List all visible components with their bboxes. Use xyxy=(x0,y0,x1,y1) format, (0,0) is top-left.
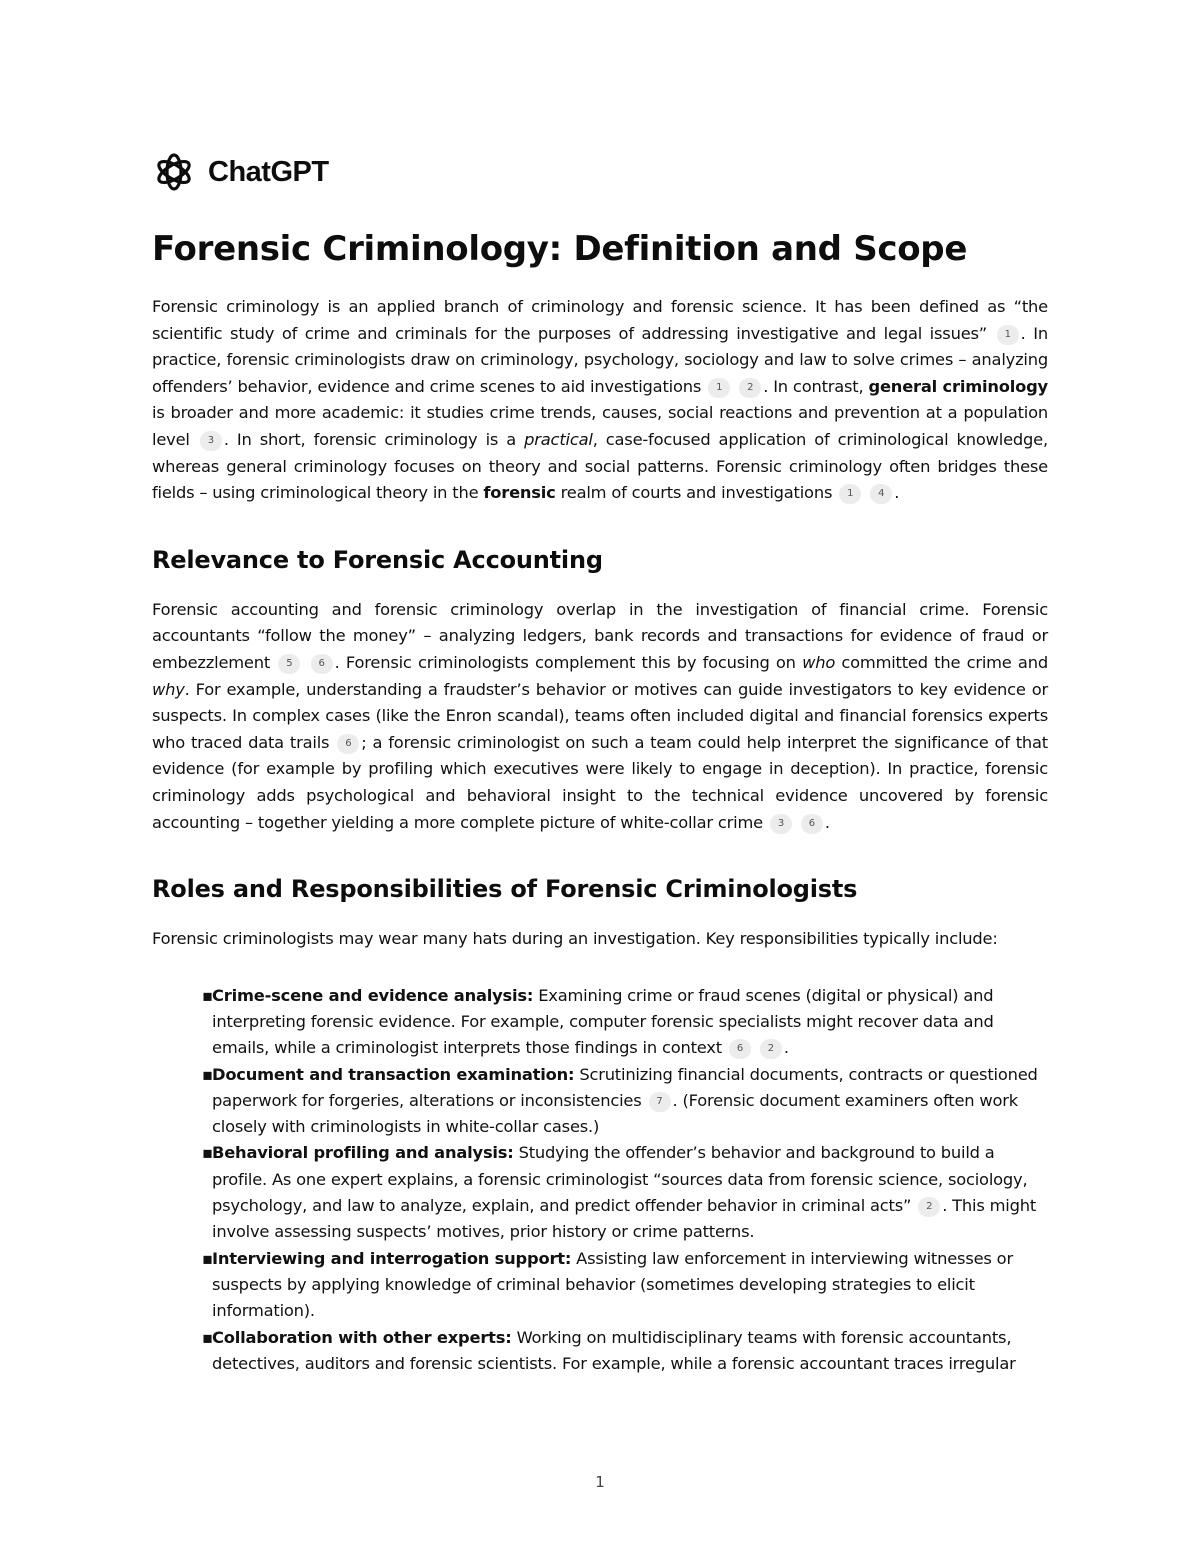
text-run: . For example, understanding a fraudster’s behavior or motives can guide investigators to key evidence or suspects. In complex cases (like the Enron scandal), teams often included digital and financial forensics experts who traced data trails xyxy=(152,679,1048,752)
citation-badge[interactable]: 5 xyxy=(278,654,300,674)
text-run: . xyxy=(783,1038,789,1058)
citation-badge[interactable]: 3 xyxy=(200,431,222,451)
italic-term: why xyxy=(152,679,185,699)
citation-badge[interactable]: 6 xyxy=(337,734,359,754)
text-run: . Forensic criminologists complement this by focusing on xyxy=(334,652,796,672)
citation-badge[interactable]: 6 xyxy=(729,1039,751,1059)
citation-badge[interactable]: 2 xyxy=(760,1039,782,1059)
text-run: ; a forensic criminologist on such a team could help interpret the significance of that evidence (for example by profiling which executives were likely to engage in deception). In practice, forensic criminology adds psychological and behavioral insight to the technical evidence uncovered by forensic accounting – together yielding a more complete picture of white-collar crime xyxy=(152,732,1048,832)
list-item-label: Interviewing and interrogation support: xyxy=(212,1248,572,1268)
text-run: Studying the offender’s behavior and background to build a profile. As one expert explains, a forensic criminologist “sources data from forensic science, sociology, psychology, and law to analyze, explain, and predict offender behavior in criminal acts” xyxy=(212,1143,1028,1216)
list-item-label: Document and transaction examination: xyxy=(212,1064,575,1084)
list-item xyxy=(202,1246,1048,1325)
bullet-icon: ▪ xyxy=(202,985,213,1005)
citation-badge[interactable]: 6 xyxy=(311,654,333,674)
bold-term: forensic xyxy=(483,483,556,503)
text-run: . This might involve assessing suspects’ motives, prior history or crime patterns. xyxy=(212,1196,1037,1242)
citation-badge[interactable]: 1 xyxy=(839,484,861,504)
text-run: Working on multidisciplinary teams with forensic accountants, detectives, auditors and forensic scientists. For example, while a forensic accountant traces irregular xyxy=(212,1327,1016,1373)
citation-badge[interactable]: 2 xyxy=(739,378,761,398)
italic-term: who xyxy=(802,652,836,672)
text-run: Forensic criminology is an applied branch of criminology and forensic science. It has been defined as “the scientific study of crime and criminals for the purposes of addressing investigative and legal issues” xyxy=(152,297,1048,343)
list-item-label: Crime-scene and evidence analysis: xyxy=(212,985,534,1005)
roles-intro: Forensic criminologists may wear many hats during an investigation. Key responsibilities typically include: xyxy=(152,929,998,949)
openai-logo-icon xyxy=(152,150,196,194)
text-run: Forensic accounting and forensic criminology overlap in the investigation of financial crime. Forensic accountants “follow the money” – analyzing ledgers, bank records and transactions for evidence of fraud or embezzlement xyxy=(152,599,1048,672)
bold-term: general criminology xyxy=(868,376,1048,396)
list-item-label: Collaboration with other experts: xyxy=(212,1327,512,1347)
list-item xyxy=(202,983,1048,1062)
brand-name: ChatGPT xyxy=(208,155,329,188)
text-run: Examining crime or fraud scenes (digital or physical) and interpreting forensic evidence. For example, computer forensic specialists might recover data and emails, while a criminologist interprets those findings in context xyxy=(212,985,994,1058)
text-run: Scrutinizing financial documents, contracts or questioned paperwork for forgeries, alterations or inconsistencies xyxy=(212,1064,1038,1110)
section-heading-relevance: Relevance to Forensic Accounting xyxy=(152,545,603,574)
text-run: Assisting law enforcement in interviewing witnesses or suspects by applying knowledge of criminal behavior (sometimes developing strategies to elicit information). xyxy=(212,1248,1013,1321)
citation-badge[interactable]: 7 xyxy=(649,1092,671,1112)
text-run: committed the crime and xyxy=(841,652,1048,672)
citation-badge[interactable]: 6 xyxy=(801,814,823,834)
text-run: . xyxy=(894,483,900,503)
brand-header xyxy=(152,150,329,194)
definition-paragraph xyxy=(152,294,1048,507)
page-title: Forensic Criminology: Definition and Scope xyxy=(152,229,968,269)
citation-badge[interactable]: 1 xyxy=(997,325,1019,345)
text-run: . (Forensic document examiners often work closely with criminologists in white-collar cases.) xyxy=(212,1090,1019,1137)
relevance-paragraph xyxy=(152,597,1048,836)
text-run: realm of courts and investigations xyxy=(560,483,833,503)
citation-badge[interactable]: 1 xyxy=(708,378,730,398)
bullet-icon: ▪ xyxy=(202,1248,213,1268)
bullet-icon: ▪ xyxy=(202,1143,213,1163)
text-run: . In practice, forensic criminologists draw on criminology, psychology, sociology and law to solve crimes – analyzing offenders’ behavior, evidence and crime scenes to aid investigations xyxy=(152,323,1048,396)
citation-badge[interactable]: 3 xyxy=(770,814,792,834)
list-item xyxy=(202,1062,1048,1141)
text-run: is broader and more academic: it studies crime trends, causes, social reactions and prevention at a population level xyxy=(152,403,1048,449)
list-item xyxy=(202,1140,1048,1245)
citation-badge[interactable]: 4 xyxy=(870,484,892,504)
italic-term: practical xyxy=(524,429,593,449)
responsibilities-list xyxy=(152,983,1048,1377)
text-run: . In contrast, xyxy=(763,376,864,396)
list-item-label: Behavioral profiling and analysis: xyxy=(212,1143,514,1163)
text-run: . In short, forensic criminology is a xyxy=(223,429,517,449)
section-heading-roles: Roles and Responsibilities of Forensic Criminologists xyxy=(152,875,858,904)
bullet-icon: ▪ xyxy=(202,1064,213,1084)
document-content xyxy=(152,226,1048,1377)
citation-badge[interactable]: 2 xyxy=(918,1197,940,1217)
page-number: 1 xyxy=(595,1473,605,1491)
list-item xyxy=(202,1325,1048,1378)
text-run: . xyxy=(824,812,830,832)
text-run: , case-focused application of criminological knowledge, whereas general criminology focuses on theory and social patterns. Forensic criminology often bridges these fields – using criminological theory in the xyxy=(152,429,1048,503)
bullet-icon: ▪ xyxy=(202,1327,213,1347)
